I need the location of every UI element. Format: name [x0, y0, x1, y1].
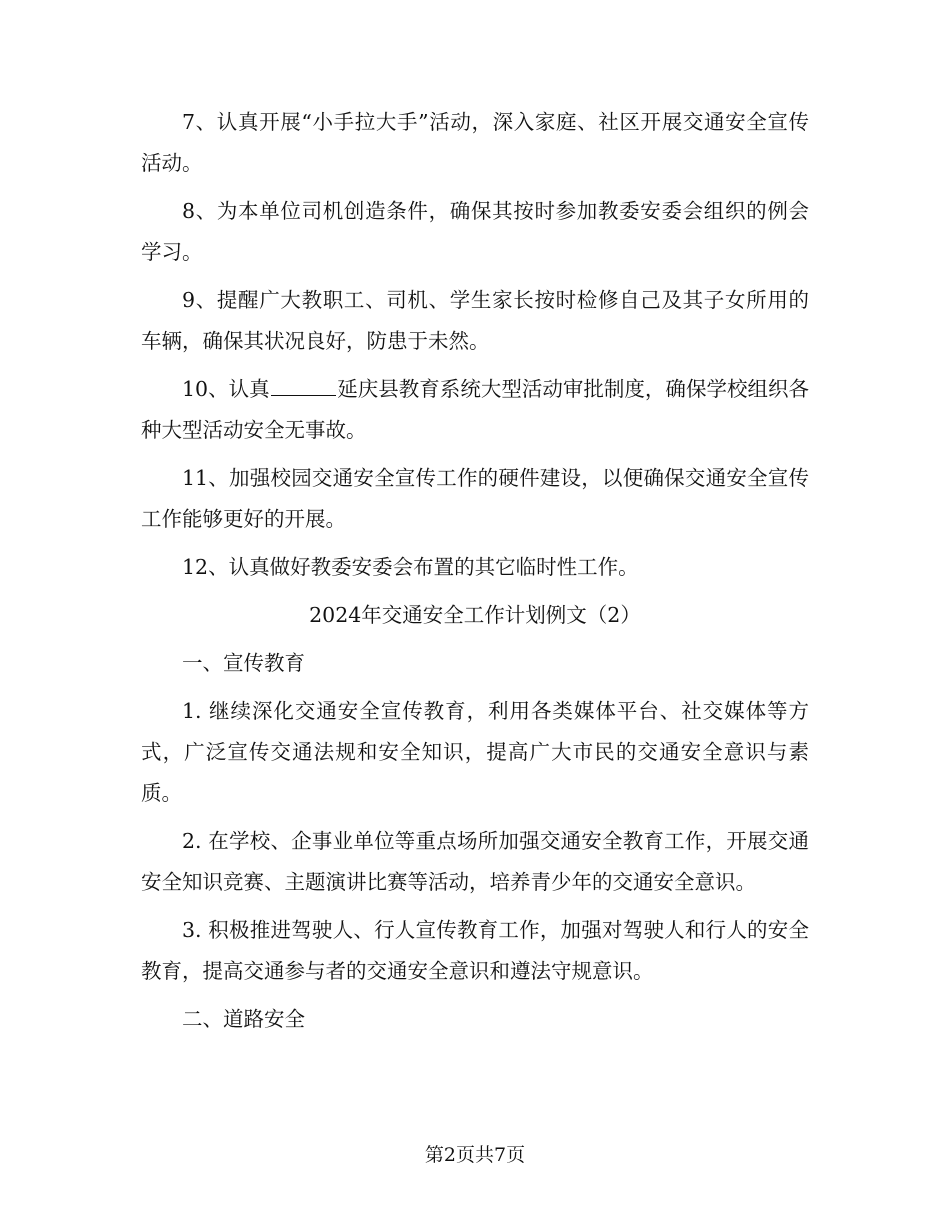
document-body [141, 102, 809, 1047]
page-number-footer: 第2页共7页 [424, 1144, 526, 1166]
section-title: 2024年交通安全工作计划例文（2） [309, 603, 641, 627]
paragraph-item-10 [141, 369, 809, 451]
heading-publicity-education: 一、宣传教育 [182, 651, 305, 675]
paragraph-point-1: 1. 继续深化交通安全宣传教育，利用各类媒体平台、社交媒体等方式，广泛宣传交通法规和安全知识，提高广大市民的交通安全意识与素质。 [141, 699, 809, 805]
paragraph-item-7: 7、认真开展“小手拉大手”活动，深入家庭、社区开展交通安全宣传活动。 [141, 110, 809, 175]
paragraph-item-12: 12、认真做好教委安委会布置的其它临时性工作。 [182, 555, 639, 579]
fill-in-blank [271, 373, 337, 396]
paragraph-point-2: 2. 在学校、企事业单位等重点场所加强交通安全教育工作，开展交通安全知识竞赛、主题演讲比赛等活动，培养青少年的交通安全意识。 [141, 829, 809, 894]
paragraph-item-11: 11、加强校园交通安全宣传工作的硬件建设，以便确保交通安全宣传工作能够更好的开展。 [141, 466, 809, 531]
paragraph-item-8: 8、为本单位司机创造条件，确保其按时参加教委安委会组织的例会学习。 [141, 199, 809, 264]
item-10-prefix: 10、认真 [182, 377, 270, 401]
heading-road-safety: 二、道路安全 [182, 1007, 305, 1031]
paragraph-item-9: 9、提醒广大教职工、司机、学生家长按时检修自己及其子女所用的车辆，确保其状况良好，防患于未然。 [141, 288, 809, 353]
item-10-suffix: 延庆县教育系统大型活动审批制度，确保学校组织各种大型活动安全无事故。 [141, 377, 809, 442]
paragraph-point-3: 3. 积极推进驾驶人、行人宣传教育工作，加强对驾驶人和行人的安全教育，提高交通参与者的交通安全意识和遵法守规意识。 [141, 918, 809, 983]
